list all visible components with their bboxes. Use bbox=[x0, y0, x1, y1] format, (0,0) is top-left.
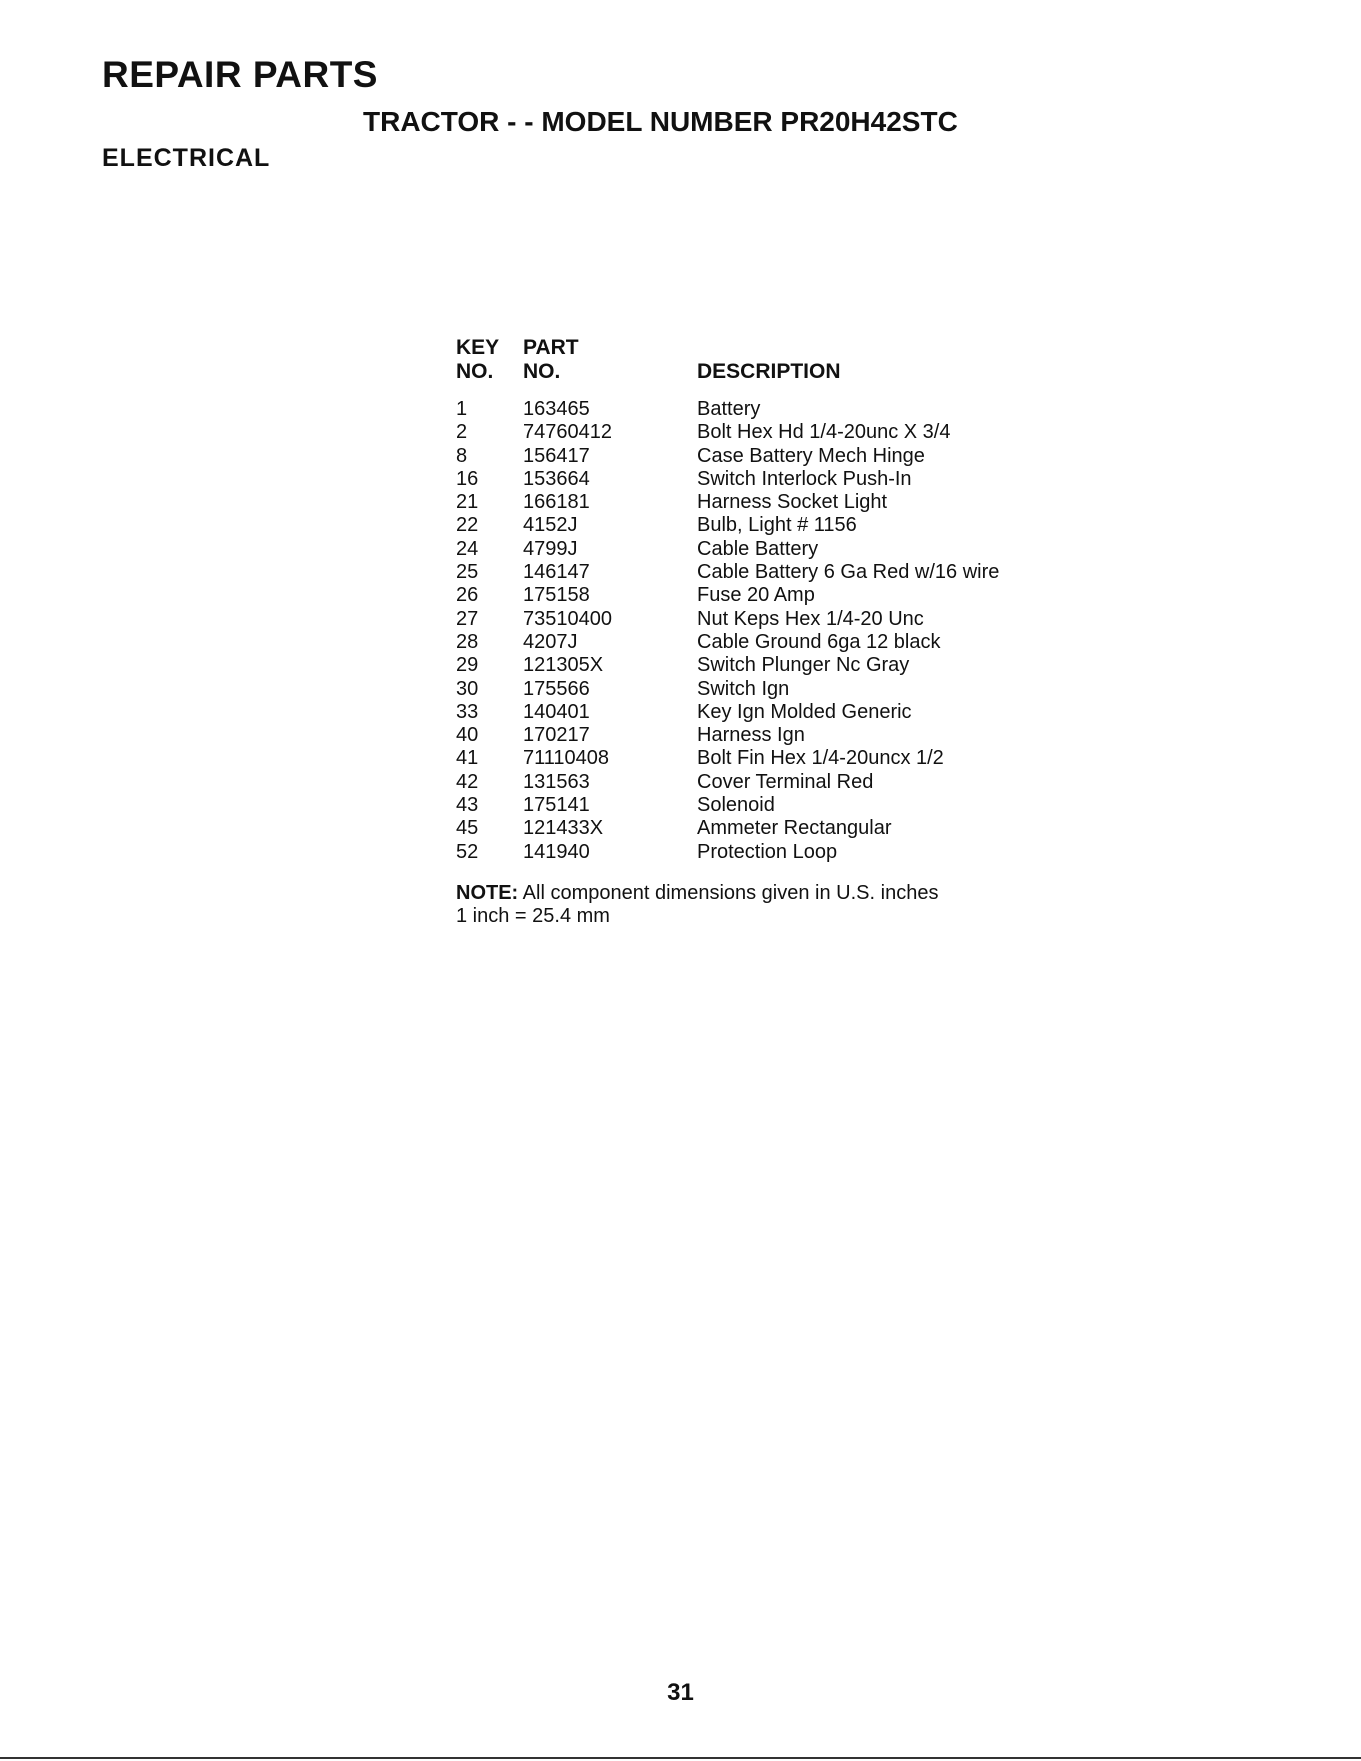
key-number: 21 bbox=[456, 491, 479, 514]
page-number: 31 bbox=[667, 1679, 694, 1706]
part-description: Protection Loop bbox=[697, 840, 838, 863]
note-label: NOTE: bbox=[456, 882, 519, 904]
key-number: 8 bbox=[456, 444, 468, 467]
part-description: Cable Battery 6 Ga Red w/16 wire bbox=[697, 561, 1000, 584]
key-number: 41 bbox=[456, 747, 479, 770]
part-description: Ammeter Rectangular bbox=[697, 817, 892, 840]
key-number: 22 bbox=[456, 514, 479, 537]
part-number: 4207J bbox=[523, 630, 578, 653]
key-number: 2 bbox=[456, 421, 468, 444]
part-description: Key Ign Molded Generic bbox=[697, 700, 912, 723]
key-number: 52 bbox=[456, 840, 479, 863]
part-description: Nut Keps Hex 1/4-20 Unc bbox=[697, 607, 924, 630]
part-description: Harness Ign bbox=[697, 724, 805, 747]
key-number: 27 bbox=[456, 607, 479, 630]
page-title: REPAIR PARTS bbox=[102, 54, 378, 95]
part-description: Cover Terminal Red bbox=[697, 770, 874, 793]
key-number: 30 bbox=[456, 677, 479, 700]
part-description: Bolt Hex Hd 1/4-20unc X 3/4 bbox=[697, 421, 951, 444]
part-number: 71110408 bbox=[523, 747, 610, 770]
part-description: Cable Battery bbox=[697, 537, 819, 560]
note-text: All component dimensions given in U.S. inches bbox=[522, 882, 939, 904]
note bbox=[456, 882, 938, 928]
header-key: KEY bbox=[456, 336, 500, 359]
part-number: 156417 bbox=[523, 444, 590, 467]
key-number: 40 bbox=[456, 724, 479, 747]
part-description: Bolt Fin Hex 1/4-20uncx 1/2 bbox=[697, 747, 944, 770]
key-number: 25 bbox=[456, 561, 479, 584]
part-number: 175566 bbox=[523, 677, 590, 700]
key-number: 28 bbox=[456, 630, 479, 653]
part-description: Switch Plunger Nc Gray bbox=[697, 654, 910, 677]
key-number: 42 bbox=[456, 770, 479, 793]
part-number: 140401 bbox=[523, 700, 590, 723]
part-description: Case Battery Mech Hinge bbox=[697, 444, 925, 467]
header-key-no: NO. bbox=[456, 360, 494, 383]
part-description: Switch Interlock Push-In bbox=[697, 467, 912, 490]
header-part-no: NO. bbox=[523, 360, 561, 383]
key-number: 33 bbox=[456, 700, 479, 723]
header-part: PART bbox=[523, 336, 579, 359]
part-number: 166181 bbox=[523, 491, 590, 514]
key-number: 29 bbox=[456, 654, 479, 677]
part-number: 121305X bbox=[523, 654, 604, 677]
part-number: 74760412 bbox=[523, 421, 612, 444]
key-number: 16 bbox=[456, 467, 479, 490]
part-number: 175158 bbox=[523, 584, 590, 607]
part-description: Bulb, Light # 1156 bbox=[697, 514, 857, 537]
part-number: 141940 bbox=[523, 840, 590, 863]
part-number: 163465 bbox=[523, 398, 590, 420]
part-description: Harness Socket Light bbox=[697, 491, 888, 514]
part-description: Fuse 20 Amp bbox=[697, 584, 815, 607]
part-number: 153664 bbox=[523, 467, 590, 490]
part-description: Battery bbox=[697, 398, 761, 420]
key-number: 45 bbox=[456, 817, 479, 840]
key-number: 43 bbox=[456, 794, 479, 817]
part-number: 73510400 bbox=[523, 607, 612, 630]
part-number: 121433X bbox=[523, 817, 604, 840]
part-description: Switch Ign bbox=[697, 677, 790, 700]
note-line bbox=[456, 882, 938, 905]
model-subtitle: TRACTOR - - MODEL NUMBER PR20H42STC bbox=[363, 106, 958, 137]
part-number: 4152J bbox=[523, 514, 578, 537]
bottom-rule bbox=[0, 1757, 1361, 1759]
part-description: Solenoid bbox=[697, 794, 775, 817]
key-number: 1 bbox=[456, 398, 468, 420]
note-conversion: 1 inch = 25.4 mm bbox=[456, 905, 610, 927]
part-number: 131563 bbox=[523, 770, 590, 793]
header-description: DESCRIPTION bbox=[697, 360, 841, 383]
part-description: Cable Ground 6ga 12 black bbox=[697, 630, 941, 653]
part-number: 175141 bbox=[523, 794, 590, 817]
section-heading: ELECTRICAL bbox=[102, 144, 271, 172]
key-number: 24 bbox=[456, 537, 479, 560]
key-number: 26 bbox=[456, 584, 479, 607]
part-number: 4799J bbox=[523, 537, 578, 560]
part-number: 146147 bbox=[523, 561, 590, 584]
part-number: 170217 bbox=[523, 724, 590, 747]
